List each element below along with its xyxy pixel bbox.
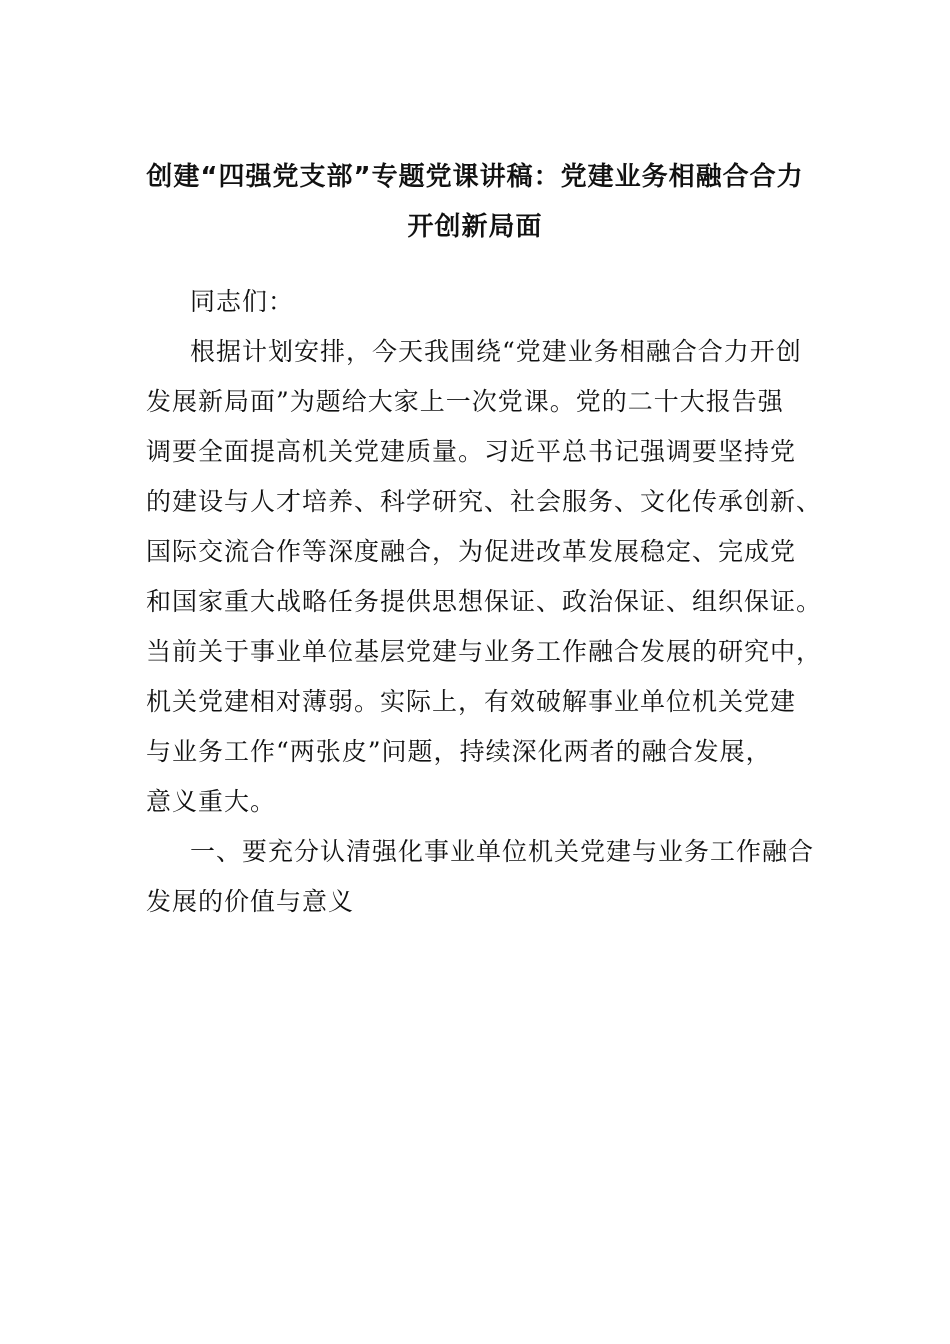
salutation: 同志们： bbox=[190, 287, 295, 316]
paragraph-line: 发展新局面”为题给大家上一次党课。党的二十大报告强 bbox=[146, 387, 784, 416]
document-title-line-2: 开创新局面 bbox=[407, 212, 543, 242]
document-title-line-1: 创建“四强党支部”专题党课讲稿：党建业务相融合合力 bbox=[146, 162, 804, 192]
paragraph-line: 调要全面提高机关党建质量。习近平总书记强调要坚持党 bbox=[146, 437, 797, 466]
section-heading-line-2: 发展的价值与意义 bbox=[146, 887, 355, 916]
section-heading-line-1: 一、要充分认清强化事业单位机关党建与业务工作融合 bbox=[190, 837, 815, 866]
paragraph-line: 和国家重大战略任务提供思想保证、政治保证、组织保证。 bbox=[146, 587, 823, 616]
paragraph-line: 当前关于事业单位基层党建与业务工作融合发展的研究中， bbox=[146, 637, 823, 666]
paragraph-line: 意义重大。 bbox=[146, 787, 277, 816]
paragraph-line: 与业务工作“两张皮”问题，持续深化两者的融合发展， bbox=[146, 737, 772, 766]
paragraph-line: 根据计划安排，今天我围绕“党建业务相融合合力开创 bbox=[190, 337, 802, 366]
paragraph-line: 国际交流合作等深度融合，为促进改革发展稳定、完成党 bbox=[146, 537, 797, 566]
paragraph-line: 机关党建相对薄弱。实际上，有效破解事业单位机关党建 bbox=[146, 687, 797, 716]
paragraph-line: 的建设与人才培养、科学研究、社会服务、文化传承创新、 bbox=[146, 487, 823, 516]
